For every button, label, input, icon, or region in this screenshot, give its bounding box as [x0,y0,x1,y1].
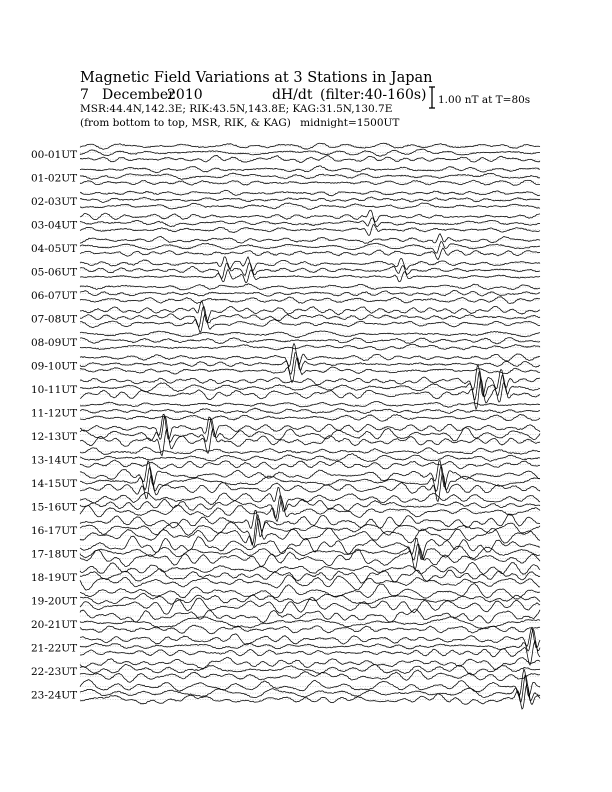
trace-line [80,210,540,222]
row-label: 02-03UT [31,196,78,208]
date-month: December [102,87,175,103]
trace-rows [31,143,540,709]
row-label: 19-20UT [31,595,78,608]
trace-row [31,166,540,185]
trace-line [80,331,540,338]
quantity-label: dH/dt [272,87,313,103]
row-label: 17-18UT [31,548,78,561]
trace-row [31,284,540,304]
trace-row [31,487,540,521]
trace-row [31,234,540,260]
filter-label: (filter:40-160s) [320,87,427,103]
row-label: 08-09UT [31,337,78,349]
row-label: 21-22UT [31,642,78,655]
row-label: 06-07UT [31,290,78,302]
row-label: 09-10UT [31,360,78,373]
trace-line [80,657,540,669]
trace-row [31,301,540,333]
trace-line [80,269,540,283]
date-day: 7 [80,87,89,103]
trace-line [80,474,540,502]
scale-bar-label: 1.00 nT at T=80s [438,94,531,106]
trace-line [80,569,540,583]
trace-row [31,609,540,634]
row-label: 07-08UT [31,313,78,326]
order-note-text: (from bottom to top, MSR, RIK, & KAG) [80,117,291,129]
row-label: 12-13UT [31,431,78,443]
row-label: 16-17UT [31,525,78,537]
trace-line [80,257,540,271]
row-label: 10-11UT [31,384,78,396]
trace-row [31,414,540,455]
trace-line [80,454,540,462]
trace-line [80,180,540,185]
trace-row [31,331,540,350]
trace-line [80,307,540,327]
row-label: 18-19UT [31,572,78,584]
trace-line [80,642,540,666]
row-label: 03-04UT [31,219,78,232]
row-label: 01-02UT [31,172,78,185]
row-label: 11-12UT [31,407,78,420]
trace-line [80,290,540,296]
trace-row [31,510,540,546]
trace-line [80,408,540,414]
trace-row [31,461,540,502]
row-label: 23-24UT [31,689,78,702]
trace-row [31,669,540,709]
trace-row [31,447,540,469]
trace-line [80,487,540,511]
row-label: 15-16UT [31,501,78,514]
trace-row [31,344,540,383]
trace-row [31,210,540,235]
row-label: 05-06UT [31,266,78,279]
trace-row [31,143,540,163]
trace-line [80,234,540,244]
chart-title: Magnetic Field Variations at 3 Stations in Japan [80,70,433,86]
trace-line [80,143,540,149]
trace-line [80,297,540,304]
trace-line [80,447,540,455]
trace-row [31,536,540,569]
row-label: 00-01UT [31,149,78,161]
trace-line [80,242,540,254]
trace-line [80,562,540,574]
trace-row [31,657,540,682]
row-label: 04-05UT [31,243,78,255]
trace-line [80,218,540,227]
trace-line [80,338,540,344]
trace-line [80,684,540,709]
date-year: 2010 [167,87,203,103]
scale-bar [429,87,435,108]
station-list: MSR:44.4N,142.3E; RIK:43.5N,143.8E; KAG:31.5N,130.7E [80,103,393,115]
row-label: 20-21UT [31,619,78,631]
trace-line [80,225,540,236]
row-label: 13-14UT [31,454,78,467]
trace-row [31,584,540,615]
trace-line [80,284,540,290]
midnight-note: midnight=1500UT [300,117,400,129]
trace-line [80,496,540,518]
row-label: 22-23UT [31,666,78,678]
trace-row [31,190,540,209]
trace-line [80,197,540,202]
trace-row [31,628,540,665]
row-label: 14-15UT [31,478,78,490]
trace-line [80,510,540,536]
trace-line [80,301,540,323]
trace-line [80,625,540,634]
trace-row [31,402,540,422]
trace-row [31,257,540,283]
